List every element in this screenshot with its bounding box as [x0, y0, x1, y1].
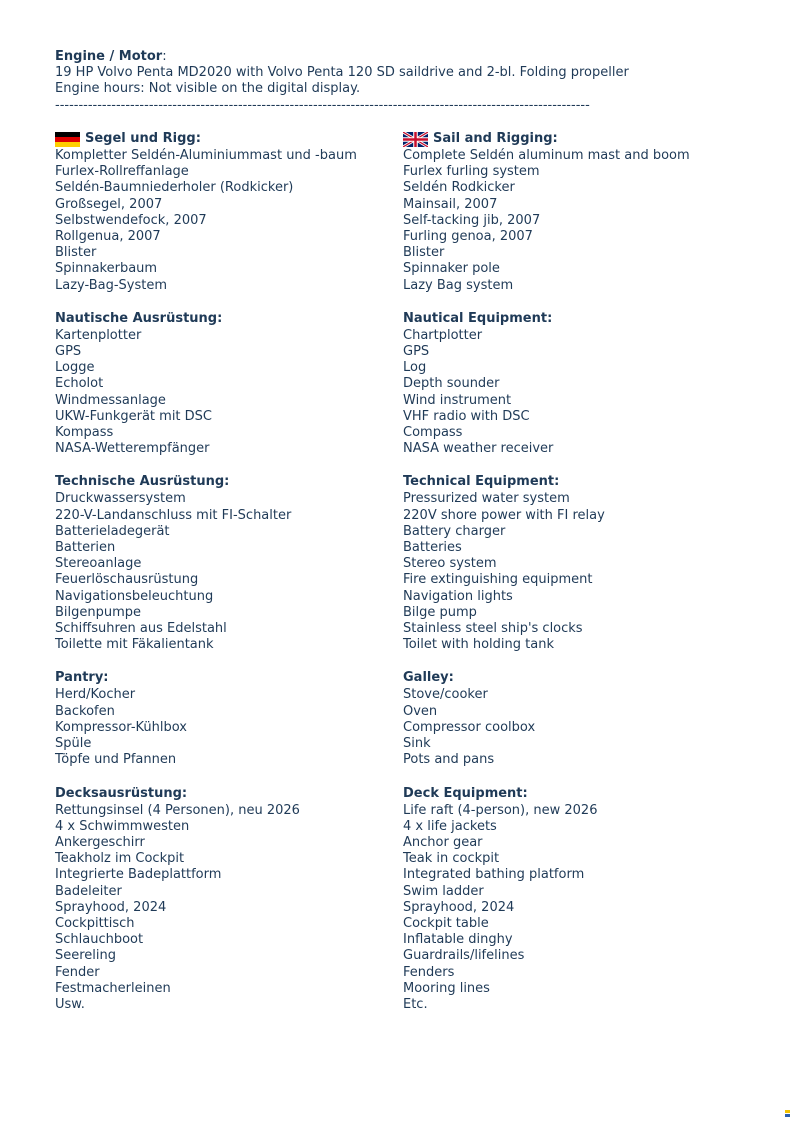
list-item: Bilgenpumpe: [55, 604, 142, 620]
list-item: Swim ladder: [403, 883, 484, 899]
list-item: Selbstwendefock, 2007: [55, 212, 207, 228]
list-item: Fender: [55, 964, 100, 980]
section-title: [403, 473, 743, 491]
section: [55, 473, 395, 653]
engine-title-colon: :: [162, 49, 167, 64]
list-item: Windmessanlage: [55, 392, 166, 408]
list-item: NASA weather receiver: [403, 441, 554, 457]
list-item: Stereoanlage: [55, 556, 142, 572]
section-title: [55, 473, 395, 491]
section-title: [55, 130, 395, 148]
list-item: Schlauchboot: [55, 932, 144, 948]
list-item: Integrated bathing platform: [403, 867, 585, 883]
list-item: Kompass: [55, 425, 114, 441]
list-item: Echolot: [55, 376, 104, 392]
list-item: Druckwassersystem: [55, 491, 186, 507]
section-title-text: Deck Equipment:: [403, 785, 528, 801]
list-item: Spinnakerbaum: [55, 261, 158, 277]
list-item: Sink: [403, 736, 431, 752]
list-item: Furlex furling system: [403, 164, 540, 180]
list-item: Mainsail, 2007: [403, 196, 498, 212]
section-title: [403, 669, 743, 687]
section: [403, 669, 743, 768]
engine-heading: [55, 48, 735, 65]
section-title-text: Segel und Rigg:: [85, 131, 201, 146]
section-title-text: Sail and Rigging:: [433, 131, 558, 146]
list-item: Kompletter Seldén-Aluminiummast und -baum: [55, 148, 357, 163]
list-item: Battery charger: [403, 523, 506, 539]
list-item: Etc.: [403, 996, 428, 1012]
list-item: Seldén-Baumniederholer (Rodkicker): [55, 180, 294, 196]
list-item: Pots and pans: [403, 752, 495, 768]
section-title: [403, 130, 743, 148]
german-column: [55, 130, 395, 1029]
list-item: Navigationsbeleuchtung: [55, 588, 214, 604]
list-item: GPS: [403, 344, 430, 360]
list-item: Badeleiter: [55, 883, 122, 899]
list-item: Batterieladegerät: [55, 523, 170, 539]
section-title-text: Nautical Equipment:: [403, 310, 553, 326]
list-item: Anchor gear: [403, 834, 483, 850]
list-item: Log: [403, 360, 427, 376]
list-item: Mooring lines: [403, 980, 490, 996]
section: [403, 130, 743, 294]
section-title: [55, 785, 395, 803]
corner-mark-icon: [785, 1110, 790, 1117]
german-flag-icon: [55, 132, 80, 147]
list-item: Pressurized water system: [403, 491, 570, 507]
list-item: GPS: [55, 344, 82, 360]
list-item: Integrierte Badeplattform: [55, 867, 222, 883]
list-item: Oven: [403, 703, 438, 719]
list-item: 220-V-Landanschluss mit FI-Schalter: [55, 507, 292, 523]
list-item: VHF radio with DSC: [403, 408, 530, 424]
list-item: Großsegel, 2007: [55, 196, 163, 212]
section-title: [403, 785, 743, 803]
list-item: Spüle: [55, 736, 92, 752]
list-item: Stereo system: [403, 556, 497, 572]
list-item: Seereling: [55, 948, 117, 964]
list-item: Toilette mit Fäkalientank: [55, 637, 214, 653]
list-item: Wind instrument: [403, 392, 512, 408]
divider: ------------------------------------------------------------------------------------------------------------------: [55, 97, 590, 113]
list-item: Bilge pump: [403, 604, 477, 620]
list-item: Kompressor-Kühlbox: [55, 719, 187, 735]
engine-spec: 19 HP Volvo Penta MD2020 with Volvo Penta 120 SD saildrive and 2-bl. Folding propeller: [55, 65, 629, 80]
section: [55, 669, 395, 768]
list-item: Teakholz im Cockpit: [55, 851, 185, 867]
list-item: 4 x Schwimmwesten: [55, 818, 190, 834]
section-title-text: Galley:: [403, 670, 454, 686]
list-item: Teak in cockpit: [403, 851, 500, 867]
list-item: Kartenplotter: [55, 327, 142, 343]
english-column: [403, 130, 743, 1029]
list-item: Compass: [403, 425, 463, 441]
list-item: Complete Seldén aluminum mast and boom: [403, 148, 690, 163]
list-item: Self-tacking jib, 2007: [403, 212, 541, 228]
list-item: Furlex-Rollreffanlage: [55, 164, 189, 180]
engine-block: [55, 48, 735, 114]
list-item: Backofen: [55, 703, 115, 719]
list-item: Cockpittisch: [55, 915, 135, 931]
list-item: Logge: [55, 360, 95, 376]
list-item: Cockpit table: [403, 915, 489, 931]
section: [403, 785, 743, 1014]
list-item: Sprayhood, 2024: [403, 899, 515, 915]
list-item: 4 x life jackets: [403, 818, 497, 834]
list-item: Furling genoa, 2007: [403, 229, 533, 245]
section-title-text: Technical Equipment:: [403, 474, 560, 490]
list-item: Batteries: [403, 540, 462, 556]
section-title: [403, 310, 743, 328]
list-item: Usw.: [55, 996, 85, 1012]
engine-hours: Engine hours: Not visible on the digital display.: [55, 81, 361, 97]
list-item: Spinnaker pole: [403, 261, 500, 277]
list-item: Guardrails/lifelines: [403, 948, 525, 964]
list-item: Compressor coolbox: [403, 719, 536, 735]
list-item: Rettungsinsel (4 Personen), neu 2026: [55, 802, 300, 818]
section: [403, 310, 743, 458]
list-item: Lazy Bag system: [403, 277, 514, 293]
list-item: Chartplotter: [403, 327, 483, 343]
section: [55, 310, 395, 458]
list-item: Rollgenua, 2007: [55, 229, 161, 245]
list-item: Fenders: [403, 964, 455, 980]
engine-title: Engine / Motor: [55, 49, 163, 64]
list-item: Stainless steel ship's clocks: [403, 621, 583, 637]
section-title-text: Decksausrüstung:: [55, 785, 188, 801]
list-item: Sprayhood, 2024: [55, 899, 167, 915]
section: [403, 473, 743, 653]
list-item: Feuerlöschausrüstung: [55, 572, 199, 588]
list-item: Töpfe und Pfannen: [55, 752, 177, 768]
list-item: Navigation lights: [403, 588, 513, 604]
list-item: Ankergeschirr: [55, 834, 145, 850]
section: [55, 785, 395, 1014]
list-item: NASA-Wetterempfänger: [55, 441, 210, 457]
uk-flag-icon: [403, 132, 428, 147]
list-item: Fire extinguishing equipment: [403, 572, 593, 588]
section-title: [55, 310, 395, 328]
section-title-text: Nautische Ausrüstung:: [55, 310, 223, 326]
list-item: Batterien: [55, 540, 116, 556]
list-item: Seldén Rodkicker: [403, 180, 515, 196]
section-title: [55, 669, 395, 687]
list-item: Depth sounder: [403, 376, 500, 392]
list-item: Blister: [403, 245, 445, 261]
list-item: 220V shore power with FI relay: [403, 507, 605, 523]
section: [55, 130, 395, 294]
list-item: Toilet with holding tank: [403, 637, 554, 653]
list-item: Blister: [55, 245, 97, 261]
list-item: Herd/Kocher: [55, 687, 136, 703]
list-item: UKW-Funkgerät mit DSC: [55, 408, 213, 424]
list-item: Schiffsuhren aus Edelstahl: [55, 621, 227, 637]
list-item: Life raft (4-person), new 2026: [403, 802, 598, 818]
list-item: Inflatable dinghy: [403, 932, 513, 948]
section-title-text: Pantry:: [55, 670, 109, 686]
list-item: Stove/cooker: [403, 687, 488, 703]
section-title-text: Technische Ausrüstung:: [55, 474, 230, 490]
list-item: Festmacherleinen: [55, 980, 171, 996]
list-item: Lazy-Bag-System: [55, 277, 168, 293]
